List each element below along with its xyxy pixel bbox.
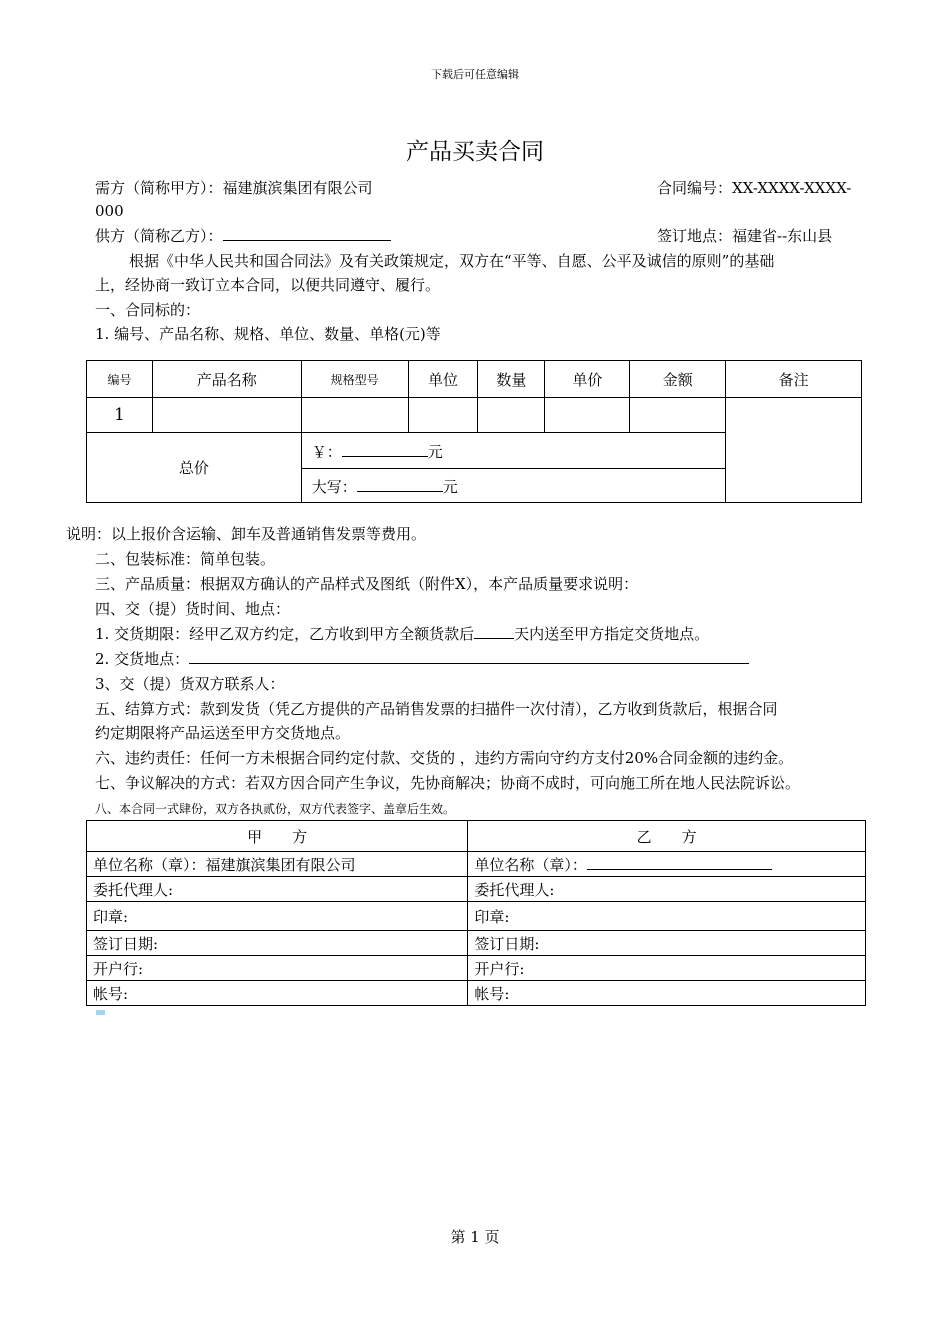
contract-number-continued: 000 xyxy=(95,202,124,220)
cell-unit[interactable] xyxy=(408,398,478,433)
caps-unit: 元 xyxy=(442,477,458,496)
seal-row xyxy=(87,902,866,931)
section-2: 二、包装标准：简单包装。 xyxy=(95,550,276,568)
party-a-bank: 开户行: xyxy=(87,956,468,981)
product-table xyxy=(86,360,862,503)
intro-line-1: 根据《中华人民共和国合同法》及有关政策规定，双方在“平等、自愿、公平及诚信的原则”的基础 xyxy=(129,252,775,270)
yen-unit: 元 xyxy=(427,442,443,461)
table-row xyxy=(87,398,862,433)
header-cell-unit: 单位 xyxy=(408,361,478,398)
party-a-date: 签订日期: xyxy=(87,931,468,956)
party-b-agent: 委托代理人: xyxy=(468,877,866,902)
cell-name[interactable] xyxy=(152,398,301,433)
buyer-line: 需方（简称甲方）：福建旗滨集团有限公司 xyxy=(95,179,373,197)
sign-place: 签订地点：福建省--东山县 xyxy=(657,227,833,245)
total-label: 总价 xyxy=(87,433,302,503)
total-yen xyxy=(301,433,725,469)
section-4-item-3: 3、交（提）货双方联系人： xyxy=(95,675,285,693)
party-b-unit: 单位名称（章）： xyxy=(474,856,587,874)
party-header-row xyxy=(87,821,866,852)
section-6: 六、违约责任：任何一方未根据合同约定付款、交货的 ，违约方需向守约方支付20%合同金额的违约金。 xyxy=(95,749,794,767)
row-number: 1 xyxy=(87,398,153,433)
agent-row xyxy=(87,877,866,902)
party-b-header: 乙 方 xyxy=(468,821,866,852)
header-note: 下载后可任意编辑 xyxy=(431,68,519,81)
party-a-seal: 印章: xyxy=(87,902,468,931)
party-a-account: 帐号: xyxy=(87,981,468,1006)
section-1-heading: 一、合同标的： xyxy=(95,301,201,319)
seller-blank xyxy=(223,224,391,241)
cell-spec[interactable] xyxy=(301,398,408,433)
cell-price[interactable] xyxy=(545,398,630,433)
cursor-mark xyxy=(96,1010,105,1015)
delivery-term-label: 1. 交货期限：经甲乙双方约定，乙方收到甲方全额货款后 xyxy=(95,625,475,643)
caps-label: 大写： xyxy=(311,477,357,496)
party-a-agent: 委托代理人: xyxy=(87,877,468,902)
party-b-unit-cell xyxy=(468,852,866,877)
delivery-place-label: 2. 交货地点： xyxy=(95,650,190,668)
header-cell-qty: 数量 xyxy=(478,361,545,398)
header-cell-spec: 规格型号 xyxy=(301,361,408,398)
page-footer: 第 1 页 xyxy=(450,1228,500,1246)
seller-label: 供方（简称乙方）： xyxy=(95,227,223,245)
contract-number: 合同编号：XX-XXXX-XXXX- xyxy=(657,179,852,197)
party-b-seal: 印章: xyxy=(468,902,866,931)
header-cell-amount: 金额 xyxy=(630,361,726,398)
delivery-days-blank[interactable] xyxy=(474,622,514,639)
cell-amount[interactable] xyxy=(630,398,726,433)
section-5-line-1: 五、结算方式：款到发货（凭乙方提供的产品销售发票的扫描件一次付清），乙方收到货款后，根据合同 xyxy=(95,700,778,718)
party-a-unit: 单位名称（章）：福建旗滨集团有限公司 xyxy=(87,852,468,877)
section-5-line-2: 约定期限将产品运送至甲方交货地点。 xyxy=(95,724,351,742)
cell-remark[interactable] xyxy=(726,398,862,503)
total-caps xyxy=(301,469,725,503)
section-4-heading: 四、交（提）货时间、地点： xyxy=(95,600,291,618)
party-b-bank: 开户行: xyxy=(468,956,866,981)
table-header-row xyxy=(87,361,862,398)
section-7: 七、争议解决的方式：若双方因合同产生争议，先协商解决；协商不成时，可向施工所在地人民法院诉讼。 xyxy=(95,774,801,792)
unit-row xyxy=(87,852,866,877)
section-1-item-1: 1. 编号、产品名称、规格、单位、数量、单格(元)等 xyxy=(95,325,441,343)
price-note: 说明：以上报价含运输、卸车及普通销售发票等费用。 xyxy=(66,525,427,543)
bank-row xyxy=(87,956,866,981)
page-title: 产品买卖合同 xyxy=(406,139,544,165)
section-4-item-1 xyxy=(95,622,709,647)
delivery-term-suffix: 天内送至甲方指定交货地点。 xyxy=(514,625,710,643)
section-3: 三、产品质量：根据双方确认的产品样式及图纸（附件X），本产品质量要求说明： xyxy=(95,575,639,593)
caps-blank[interactable] xyxy=(357,475,443,492)
cell-qty[interactable] xyxy=(478,398,545,433)
delivery-place-blank[interactable] xyxy=(189,647,749,664)
party-a-header: 甲 方 xyxy=(87,821,468,852)
intro-line-2: 上，经协商一致订立本合同，以便共同遵守、履行。 xyxy=(95,276,441,294)
header-cell-price: 单价 xyxy=(545,361,630,398)
header-cell-remark: 备注 xyxy=(726,361,862,398)
party-b-date: 签订日期: xyxy=(468,931,866,956)
account-row xyxy=(87,981,866,1006)
header-cell-no: 编号 xyxy=(87,361,153,398)
section-8: 八、本合同一式肆份，双方各执贰份，双方代表签字、盖章后生效。 xyxy=(95,802,456,816)
yen-label: ￥： xyxy=(311,442,342,461)
section-4-item-2 xyxy=(95,647,749,672)
yen-blank[interactable] xyxy=(342,440,428,457)
date-row xyxy=(87,931,866,956)
party-b-unit-blank[interactable] xyxy=(587,853,772,870)
signature-table xyxy=(86,820,866,1006)
header-cell-name: 产品名称 xyxy=(152,361,301,398)
seller-line xyxy=(95,224,391,249)
party-b-account: 帐号: xyxy=(468,981,866,1006)
